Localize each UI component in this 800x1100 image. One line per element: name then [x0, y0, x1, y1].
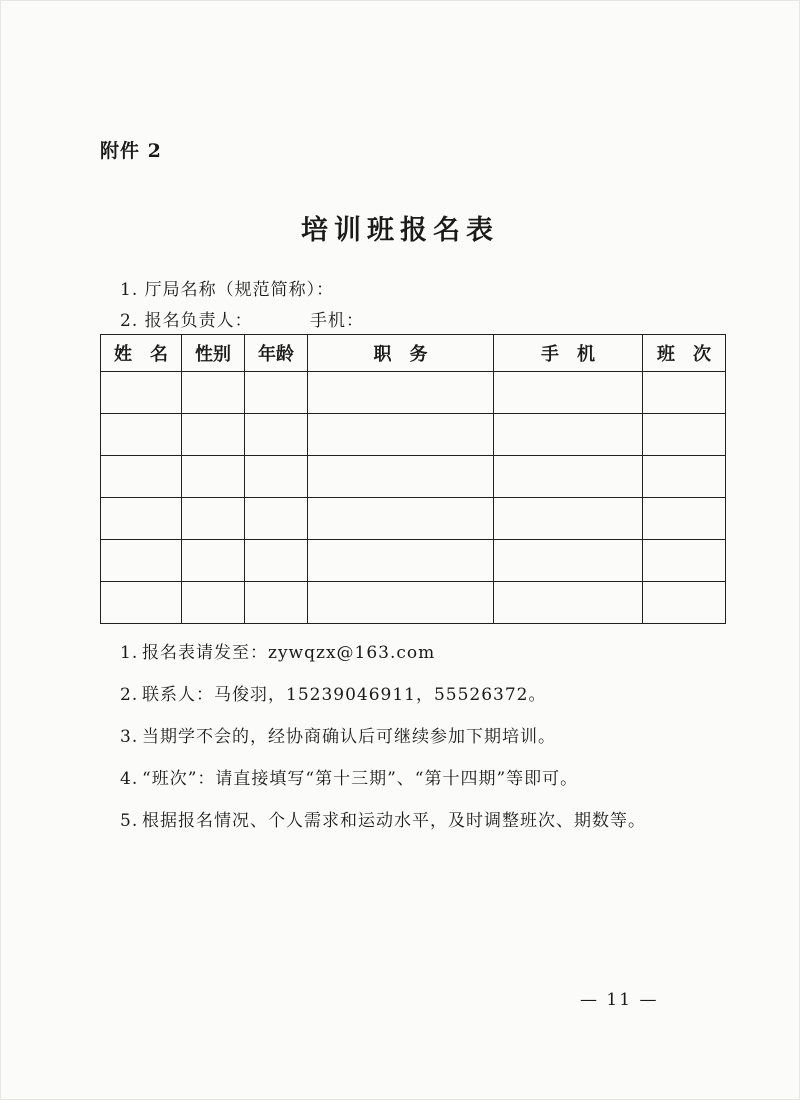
note-item [120, 722, 680, 752]
registration-table [100, 334, 726, 624]
table-row [101, 540, 726, 582]
cell-class[interactable] [643, 456, 726, 498]
cell-gender[interactable] [182, 372, 245, 414]
note-number: 4. [120, 769, 139, 789]
attachment-label: 附件 2 [100, 140, 162, 162]
table-row [101, 414, 726, 456]
cell-mobile[interactable] [494, 414, 643, 456]
cell-class[interactable] [643, 540, 726, 582]
table-row [101, 372, 726, 414]
cell-mobile[interactable] [494, 372, 643, 414]
cell-age[interactable] [245, 582, 308, 624]
table-header-row [101, 335, 726, 372]
cell-class[interactable] [643, 372, 726, 414]
cell-age[interactable] [245, 456, 308, 498]
cell-gender[interactable] [182, 540, 245, 582]
cell-name[interactable] [101, 540, 182, 582]
note-item [120, 680, 680, 710]
cell-gender[interactable] [182, 456, 245, 498]
note-text: 当期学不会的，经协商确认后可继续参加下期培训。 [142, 727, 556, 747]
cell-position[interactable] [308, 540, 494, 582]
field-department-label: 1. 厅局名称（规范简称）： [120, 280, 335, 300]
field-phone-label: 手机： [310, 311, 364, 331]
table-row [101, 498, 726, 540]
cell-position[interactable] [308, 582, 494, 624]
cell-class[interactable] [643, 498, 726, 540]
cell-position[interactable] [308, 372, 494, 414]
field-department-name [120, 275, 334, 300]
note-text: “班次”：请直接填写“第十三期”、“第十四期”等即可。 [142, 769, 579, 789]
note-item [120, 764, 680, 794]
cell-age[interactable] [245, 372, 308, 414]
table-row [101, 456, 726, 498]
cell-class[interactable] [643, 582, 726, 624]
note-number: 2. [120, 685, 139, 705]
header-mobile: 手 机 [494, 335, 643, 372]
note-text: 报名表请发至：zywqzx@163.com [142, 643, 436, 663]
note-text: 联系人：马俊羽，15239046911，55526372。 [142, 685, 547, 705]
cell-position[interactable] [308, 414, 494, 456]
cell-gender[interactable] [182, 498, 245, 540]
table-body [101, 372, 726, 624]
header-age: 年龄 [245, 335, 308, 372]
cell-name[interactable] [101, 372, 182, 414]
note-item [120, 806, 680, 836]
cell-mobile[interactable] [494, 498, 643, 540]
note-number: 1. [120, 643, 139, 663]
field-contact-label: 2. 报名负责人： [120, 311, 253, 331]
page-number: — 11 — [580, 990, 659, 1010]
note-text: 根据报名情况、个人需求和运动水平，及时调整班次、期数等。 [142, 811, 646, 831]
cell-name[interactable] [101, 414, 182, 456]
cell-age[interactable] [245, 540, 308, 582]
header-class: 班 次 [643, 335, 726, 372]
cell-position[interactable] [308, 498, 494, 540]
cell-position[interactable] [308, 456, 494, 498]
cell-name[interactable] [101, 456, 182, 498]
note-number: 3. [120, 727, 139, 747]
header-gender: 性别 [182, 335, 245, 372]
note-number: 5. [120, 811, 139, 831]
cell-gender[interactable] [182, 414, 245, 456]
cell-age[interactable] [245, 498, 308, 540]
cell-mobile[interactable] [494, 582, 643, 624]
note-item [120, 638, 680, 668]
cell-name[interactable] [101, 582, 182, 624]
field-contact-person [120, 306, 364, 331]
cell-age[interactable] [245, 414, 308, 456]
header-name: 姓 名 [101, 335, 182, 372]
cell-gender[interactable] [182, 582, 245, 624]
table-row [101, 582, 726, 624]
cell-mobile[interactable] [494, 456, 643, 498]
document-title: 培训班报名表 [301, 215, 499, 246]
notes-list [120, 638, 680, 848]
cell-class[interactable] [643, 414, 726, 456]
cell-name[interactable] [101, 498, 182, 540]
cell-mobile[interactable] [494, 540, 643, 582]
header-position: 职 务 [308, 335, 494, 372]
